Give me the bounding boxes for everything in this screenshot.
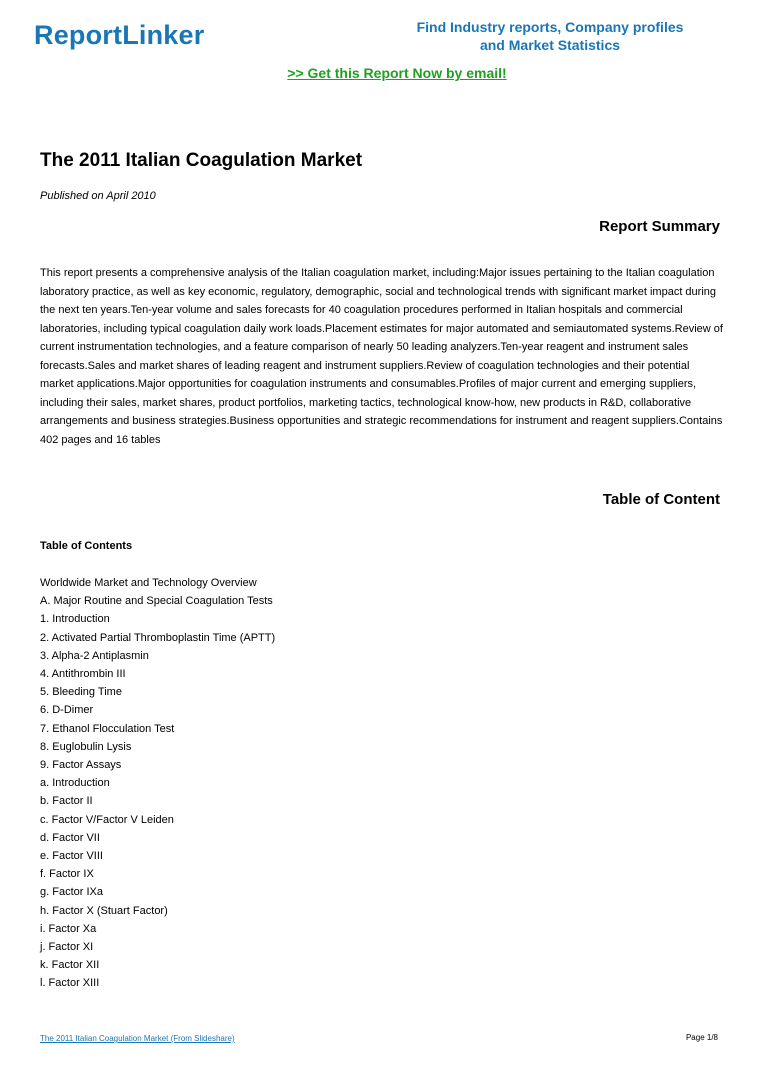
reportlinker-logo[interactable]: ReportLinker <box>34 20 205 50</box>
toc-item: 4. Antithrombin III <box>40 668 126 681</box>
toc-item: i. Factor Xa <box>40 922 97 935</box>
toc-item: Worldwide Market and Technology Overview <box>40 577 257 589</box>
toc-item: 9. Factor Assays <box>40 759 122 772</box>
toc-item: k. Factor XII <box>40 959 100 972</box>
report-title: The 2011 Italian Coagulation Market <box>40 150 363 171</box>
toc-item: d. Factor VII <box>40 831 100 844</box>
toc-item: 6. D-Dimer <box>40 704 94 717</box>
get-report-link[interactable]: >> Get this Report Now by email! <box>287 65 507 81</box>
toc-item: e. Factor VIII <box>40 850 103 863</box>
published-date: Published on April 2010 <box>40 190 156 202</box>
table-of-contents-label: Table of Contents <box>40 540 133 552</box>
table-of-content-heading: Table of Content <box>602 491 720 508</box>
toc-item: 3. Alpha-2 Antiplasmin <box>40 649 149 662</box>
toc-item: b. Factor II <box>40 795 93 808</box>
toc-item: f. Factor IX <box>40 868 94 881</box>
get-report-link-row <box>0 65 768 81</box>
toc-item: 8. Euglobulin Lysis <box>40 740 132 753</box>
tagline-line-1: Find Industry reports, Company profiles <box>416 19 684 35</box>
tagline-line-2: and Market Statistics <box>479 37 621 53</box>
toc-item: a. Introduction <box>40 777 110 790</box>
toc-item: 7. Ethanol Flocculation Test <box>40 722 175 735</box>
toc-item: 2. Activated Partial Thromboplastin Time (APTT) <box>40 631 276 644</box>
toc-item: h. Factor X (Stuart Factor) <box>40 904 168 917</box>
report-summary-text: This report presents a comprehensive analysis of the Italian coagulation market, including:Major issues pertaining to the Italian coagulation laboratory practice, as well as key economic, regulatory, demographic, social and technological trends with significant market impact during the next ten years.Ten-year volume and sales forecasts for 40 coagulation procedures performed in Italian hospitals and commercial laboratories, including typical coagulation daily work loads.Placement estimates for major automated and semiautomated systems.Review of current instrumentation technologies, and a feature comparison of nearly 50 leading analyzers.Ten-year reagent and instrument sales forecasts.Sales and market shares of leading reagent and instrument suppliers.Review of coagulation technologies and their potential market applications.Major opportunities for coagulation instruments and consumables.Profiles of major current and emerging suppliers, including their sales, market shares, product portfolios, marketing tactics, technological know-how, new products in R&D, collaborative arrangements and business strategies.Business opportunities and strategic recommendations for instrument and reagent suppliers.Contains 402 pages and 16 tables <box>40 267 723 446</box>
toc-item: g. Factor IXa <box>40 886 103 899</box>
footer-source-link[interactable]: The 2011 Italian Coagulation Market (From Slideshare) <box>40 1034 235 1043</box>
page-number: Page 1/8 <box>685 1033 718 1042</box>
toc-item: l. Factor XIII <box>40 977 100 990</box>
header-tagline <box>405 18 695 54</box>
toc-list <box>40 574 275 993</box>
toc-item: j. Factor XI <box>40 941 94 954</box>
toc-item: 5. Bleeding Time <box>40 686 122 699</box>
report-summary-heading: Report Summary <box>599 218 720 235</box>
toc-item: c. Factor V/Factor V Leiden <box>40 813 174 826</box>
toc-item: A. Major Routine and Special Coagulation Tests <box>40 595 273 608</box>
toc-item: 1. Introduction <box>40 613 110 626</box>
